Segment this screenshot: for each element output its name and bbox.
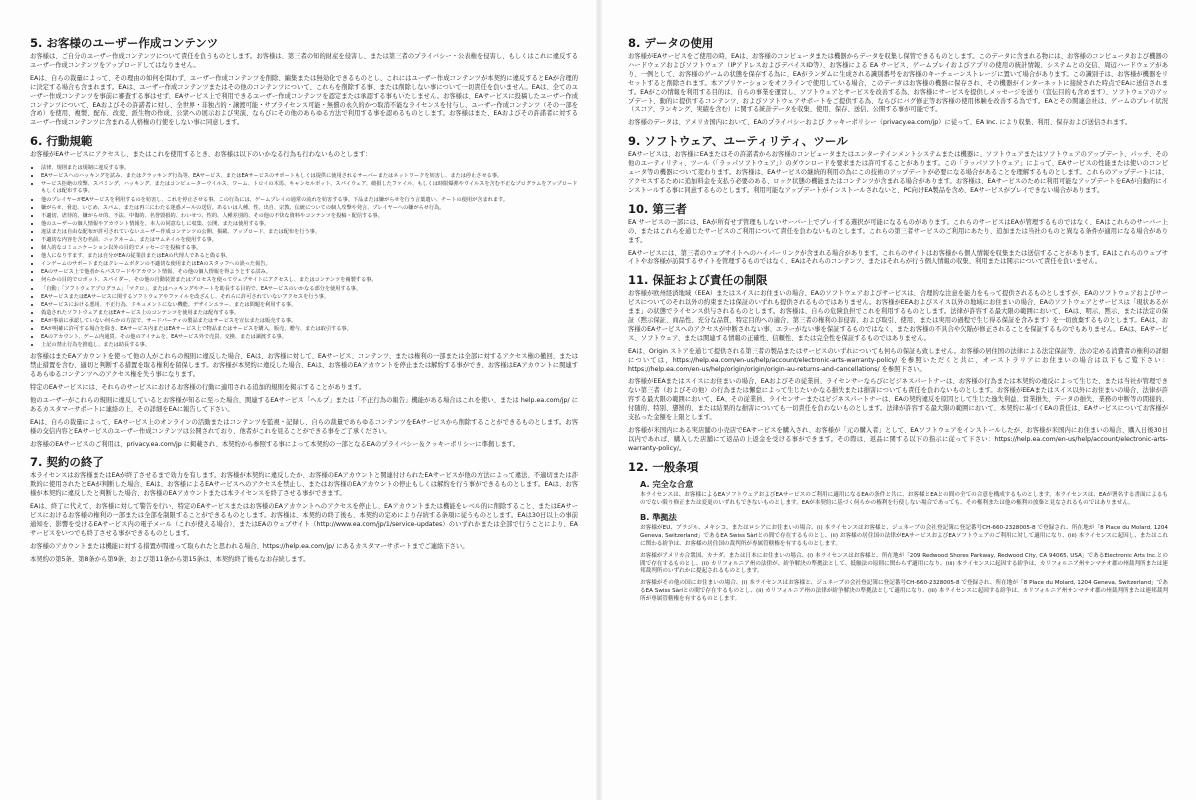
conduct-rules-list <box>30 164 578 349</box>
section-5-title: 5. お客様のユーザー作成コンテンツ <box>30 36 219 50</box>
section-10-paragraph: EAサービスには、第三者のウェブサイトへのハイパーリンクが含まれる場合があります。これらのサイトはお客様から個人情報を収集または送信することがあります。EAはこれらのウェブサイトやお客様が訪問するサイトを管理するものではなく、EAはそれらのコンテンツ、またはそれらが行う個人情報の収集、利用または開示について責任を負いません。 <box>628 249 1168 266</box>
conduct-rule-item: • EAのサービス上で他者からパスワードやアカウント情報、その他の個人情報を得ようとする試み。 <box>41 268 578 276</box>
section-6-paragraph: 他のユーザーがこれらの規則に違反しているとお客様が知るに至った場合、関連するEAサービス「ヘルプ」または「不正行為の報告」機能がある場合はこれを使い、または help.ea.com/jp/ にあるカスタマーサポートに連絡の上、その詳細をEAに報告して下さい。 <box>30 396 578 413</box>
page-gutter <box>596 0 602 800</box>
section-8-paragraph: お客様のデータは、アメリカ国内において、EAのプライバシーおよび クッキーポリシー（privacy.ea.com/jp）に従って、EA Inc. により収集、利用、保存および送信されます。 <box>628 119 1132 127</box>
section-6-intro: お客様がEAサービスにアクセスし、またはこれを使用するとき、お客様は以下のいかなる行為も行わないものとします： <box>30 151 372 159</box>
subsection-a-title: A. 完全な合意 <box>640 478 694 489</box>
subsection-b-paragraph: お客様がEU、ブラジル、メキシコ、またはロシアにお住まいの場合、(i) 本ライセンスはお客様と、ジュネーブの会社登記簿に登記番号CH-660-2328005-8 で登録され、所在地が「8 Place du Molard, 1204 Geneva, Switzerland」であるEA Swiss Sàrlとの間で存在するものとし、(ii) お客様の居住国の法律がEAサービスおよびEAソフトウェアのご利用に対して適用になり、(iii) 本ライセンスに起因し、またはこれに関わる紛争は、お客様の居住国の裁判所が専属管轄権を有するものとします。 <box>640 525 1168 547</box>
section-8-title: 8. データの使用 <box>628 36 714 50</box>
conduct-rule-item: • 違法または自由な配布が許可されていないユーザー作成コンテンツの公開、掲載、アップロード、または配布を行う事。 <box>41 228 578 236</box>
conduct-rule-item: • 不適切な内容を含む名前、ニックネーム、またはサムネイルを使用する事。 <box>41 236 578 244</box>
section-7-paragraph: EAは、終了に代えて、お客様に対して警告を行い、特定のEAサービスまたはお客様のEAアカウントへのアクセスを停止し、EAアカウントまたは機能をレベル的に削除すること、またはEAサービスにおけるお客様の権利の一部または全部を制限することができるものとします。お客様は、本契約の終了後も、本契約の定めにより存続する条項に従うものとします。EAは30日以上の事前通知を、影響を受けるEAサービス内の電子メール（これが使える場合）、またはEAのウェブサイト（http://www.ea.com/jp/1/service-updates）のいずれかまたは全部で行うことにより、EAサービスをいつでも終了させる事ができるものとします。 <box>30 503 578 537</box>
conduct-rule-item: • 上記の禁止行為を推進し、または助長する事。 <box>41 341 578 349</box>
section-11-paragraph: お客様がEEAまたはスイスにお住まいの場合、EAおよびその従業員、ライセンサーならびにビジネスパートナーは、お客様の行為または本契約の違反によって生じた、または当社が管理できない第三者（およびその他）の行為または懈怠によって生じたいかなる損失または損害についても責任を負わないものとします。お客様がEEAまたはスイス以外にお住まいの場合、法律が許容する最大限の範囲において、EA、その従業員、ライセンサーまたはビジネスパートナーは、EAの契約違反を原因として生じた逸失利益、営業損失、データの損失、業務の中断等の間接的、付随的、特別、懲罰的、または結果的な損害についても一切責任を負わないものとします。法律が許容する最大限の範囲において、本契約に基づくEAの責任は、EAサービスについてお客様が支払った金額を上限とします。 <box>628 378 1168 422</box>
section-11-title: 11. 保証および責任の制限 <box>628 273 768 288</box>
section-8-paragraph: お客様がEAサービスをご使用の時、EAは、お客様のコンピュータまたは機器からデータを収集し保管できるものとします。このデータに含まれる物には、お客様のコンピュータおよび機器のハードウェアおよびソフトウェア（IPアドレスおよびデバイスID等）、お客様による EA サービス、ゲームプレイおよびアプリの使用の統計情報、システムとの交信、周辺ハードウェアがあり、一例として、お客様のゲームの状態を保存する為に、EAがランダムに生成される識別番号をお客様のキーチェーンストレージに置いて場合があります。この識別子は、お客様が機器をリセットすると削除されます。本アプリケーションをオフラインで使用している場合、このデータはお客様の機器に保存され、その機器がインターネットに接続された時点でEAに送信されます。EAがこの情報を利用する目的は、自らの事業を運営し、ソフトウェアとサービスを改善する為、お客様にサービスを提供しメッセージを送り（宣伝目的も含めます）、ソフトウェアのアップデート、動的に提供するコンテンツ、およびソフトウェアサポートをご提供する為、ならびにバグ修正等お客様の使用体験を改善する為です。EAとその関連会社は、ゲームのプレイ状況（スコア、ランキング、実績を含む）に関する統計データを収集、使用、保存、送信、公開する事が可能です。 <box>628 53 1168 114</box>
section-11-paragraph: EAは、Origin ストアを通じて提供される第三者の製品またはサービスのいずれについても何らの保証も致しません。お客様の居住国の法律による法定保証等、法の定める消費者の権利の詳細については、https://help.ea.com/en-us/help/account/electronic-arts-warranty-policy/ を参照いただくと共に、オーストラリアにお住まいの場合は以下もご覧下さい：https://help.ea.com/en-us/help/origin/origin/origin-au-returns-and-cancellations/ を参照下さい。 <box>628 347 1168 373</box>
subsection-b-paragraph: お客様がその他の国にお住まいの場合、(i) 本ライセンスはお客様と、ジュネーブの会社登記簿に登記番号CH-660-2328005-8 で登録され、所在地が「8 Place du Molard, 1204 Geneva, Switzerland」であるEA Swiss Sàrlとの間で存在するものとし、(ii) カリフォルニア州の法律が紛争解決の準拠法として適用になり、(iii) 本ライセンスに起因する紛争は、カリフォルニア州サンマテオ郡の州裁判所または連邦裁判所が専属管轄権を有するものとします。 <box>640 580 1168 602</box>
section-6-paragraph: EAは、自らの裁量によって、EAサービス上のオンラインの活動またはコンテンツを監視・記録し、自らの裁量であらゆるコンテンツをEAサービスから削除することができるものとします。お客様の交信内容とEAサービスのユーザー作成コンテンツは公開されており、他者がこれを見ることができる事をご了承ください。 <box>30 418 578 435</box>
subsection-a-paragraph: 本ライセンスは、お客様によるEAソフトウェアおよびEAサービスのご利用に適用になるEAの条件と共に、お客様とEAとの間の全ての合意を構成するものとします。本ライセンスは、EAが署名する書面によるものでない限り修正または変更のいずれもできないものとします。EAが本契約に基づく何らかの権利を行使しない場合であっても、その権利または他の権利の放棄と見なされるものではありません。 <box>640 491 1168 506</box>
subsection-b-title: B. 準拠法 <box>640 512 677 523</box>
left-page <box>30 30 578 790</box>
conduct-rule-item: • 嫌がらせ、脅迫、いじめ、スパム、または再三にわたる迷惑メールの送信。あるいは人種、性、出自、宗教、伝統についての個人攻撃や発言、プレイヤーへの嫌がらせ行為。 <box>41 204 578 212</box>
section-5-paragraph: EAは、自らの裁量によって、その理由の如何を問わず、ユーザー作成コンテンツを削除、編集または無効化できるものとし、これにはユーザー作成コンテンツが本契約に違反するとEAが合理的に決定する場合も含まれます。EAは、ユーザー作成コンテンツまたはその他のコンテンツについて、これらを削除する事、または削除しない事について一切責任を負いません。EAは、全てのユーザー作成コンテンツを事前に審査する事はせず、EAサービス上で利用できるユーザー作成コンテンツを認定または承認する事もいたしません。お客様は、EAサービスに投稿したユーザー作成コンテンツについて、EAおよびその許諾者に対し、全世界・非独占的・譲渡可能・サブライセンス可能・無償の永久的かつ取消不能なライセンスを付与し、ユーザー作成コンテンツ（その一部を含め）を使用、複製、配布、改変、派生物の作成、公衆への展示および実演、ならびにその他のあらゆる方法で利用する事を認めるものとします。お客様はまた、EAおよびその許諾者に対するユーザー作成コンテンツに含まれる人格権の行使をしない事に同意します。 <box>30 74 578 127</box>
conduct-rule-item: • EAサービスまたはEAサービスに関するソフトウェアやファイルを改ざんし、それらに許可されていないアクセスを行う事。 <box>41 293 578 301</box>
conduct-rule-item: • 何らかの目的でロボット、スパイダー、その他の自動装置またはプロセスを使ってウェブサイトにアクセスし、またはコンテンツを複製する事。 <box>41 276 578 284</box>
conduct-rule-item: • インゲームのサポートまたはクレームボタンの不適切な使用またはEAのスタッフへの誤った報告。 <box>41 260 578 268</box>
section-6-paragraph: 特定のEAサービスには、それらのサービスにおけるお客様の行動に適用される追加的規則を掲示することがあります。 <box>30 384 366 392</box>
section-6-title: 6. 行動規範 <box>30 134 93 149</box>
conduct-rule-item: • 他のプレイヤーがEAサービスを利用するのを妨害し、これを停止させる事。この行為には、ゲームプレイの通常の流れを妨害する事、下品または嫌がらせを行う言葉遣い、チートの使用が含まれます。 <box>41 196 578 204</box>
section-11-paragraph: お客様が米国内にある実店舗の小売店でEAサービスを購入され、お客様が「元の購入者」として、EAソフトウェアをインストールしたが、お客様が米国内にお住まいの場合、購入日後30日以内であれば、購入した店舗にて返品の上返金を受ける事ができます。その際は、返品に関する以下の指示に従って下さい：https://help.ea.com/en-us/help/account/electronic-arts-warranty-policy/。 <box>628 427 1168 452</box>
conduct-rule-item: • 「自動」「ソフトウェアプログラム」「マクロ」、またはハッキングやチートを助長する目的で、EAサービスのいかなる部分を使用する事。 <box>41 285 578 293</box>
conduct-rule-item: • 不適切、虐待的、嫌がらせ的、不法、中傷的、名誉毀損的、わいせつ、性的、人種差別的、その他の不快な資料やコンテンツを投稿・配信する事。 <box>41 212 578 220</box>
section-6-paragraph: お客様のEAサービスのご利用は、privacy.ea.com/jp に掲載され、本契約から参照する事によって本契約の一部となるEAのプライバシー＆クッキーポリシーに準拠します。 <box>30 440 519 448</box>
conduct-rule-item: • 他のユーザーの個人情報やアカウント情報を、本人の同意なしに収集、公開、または使用する事。 <box>41 220 578 228</box>
section-6-paragraph: お客様はまたEAアカウントを使って他の人がこれらの規則に違反した場合、EAは、お客様に対して、EAサービス、コンテンツ、または権利の一部または全部に対するアクセス権の撤回、または禁止措置を含む、適切と判断する措置を取る権利を留保します。お客様が本契約に違反した場合、EAは、お客様のEAアカウントを停止または解約する事ができ、お客様はEAアカウントに関連するあらゆるコンテンツへのアクセス権を失う事になります。 <box>30 353 578 379</box>
section-9-title: 9. ソフトウェア、ユーティリティ、ツール <box>628 134 848 149</box>
conduct-rule-item: • EAサービスへのハッキングを試み、またはクラッキング行為等、EAサービス、またはEAサービスのサポートもしくは提供に使用されるサーバーまたはネットワークを妨害し、または停止させる事。 <box>41 172 578 180</box>
section-7-paragraph: 本ライセンスはお客様またはEAが終了させるまで効力を有します。お客様が本契約に違反したか、お客様のEAアカウントと関連付けられたEAサービスが他の方法によって違法、不適切または詐欺的に使用されたとEAが判断した場合、EAは、お客様によるEAサービスへのアクセスを禁止し、またはお客様のEAアカウントの停止もしくは解約を行う事ができるものとします。EAは、お客様が本契約に違反したと判断した場合、お客様のEAアカウントまたは本ライセンスを終了させる事ができます。 <box>30 472 578 498</box>
conduct-rule-item: • 個人的なコミュニケーション以外の目的でメッセージを投稿する事。 <box>41 244 578 252</box>
subsection-b-paragraph: お客様がアメリカ合衆国、カナダ、または日本にお住まいの場合、(i) 本ライセンスはお客様と、所在地が「209 Redwood Shores Parkway, Redwood City, CA 94065, USA」であるElectronic Arts Inc.との間で存在するものとし、(ii) カリフォルニア州の法律が、紛争解決の準拠法として、抵触法の原則に関わらず適用になり、(iii) 本ライセンスに起因する紛争は、カリフォルニア州サンマテオ郡の州裁判所または連邦裁判所のいずれかに提起されるものとします。 <box>640 552 1168 575</box>
right-page <box>628 30 1168 790</box>
section-10-paragraph: EA サービスの一部には、EAが所有せず管理もしないサーバー上でプレイする選択が可能になるものがあります。これらのサービスはEAが管理するものではなく、EAはこれらのサーバー上の、またはこれらを通じたサービスのご利用について責任を負わないものとします。これらの第三者サービスのご利用にあたり、追加または当社のものと異なる条件が適用になる場合があります。 <box>628 218 1168 244</box>
section-12-title: 12. 一般条項 <box>628 459 699 474</box>
conduct-rule-item: • EAが明確に許可する場合を除き、EAサービス内またはEAサービス上で物品またはサービスを購入、販売、贈与、または取引する事。 <box>41 325 578 333</box>
section-5-paragraph: お客様は、ご自分のユーザー作成コンテンツについて責任を負うものとします。お客様は、第三者の知的財産を侵害し、または第三者のプライバシー・公表権を侵害し、もしくはこれに違反するユーザー作成コンテンツをアップロードしてはなりません。 <box>30 53 578 69</box>
section-10-title: 10. 第三者 <box>628 201 687 216</box>
conduct-rule-item: • 法律、規則または規制に違反する事。 <box>41 164 578 172</box>
section-11-paragraph: お客様が欧州経済地域（EEA）またはスイスにお住まいの場合、EAのソフトウェアおよびサービスは、合理的な注意を能力をもって提供されるものとしますが、EAのソフトウェアおよびサービスについてのそれ以外の約束または保証のいずれも提供されるものではありません。お客様がEEAおよびスイス以外の地域にお住まいの場合、EAのソフトウェアとサービスは「現状あるがまま」の状態でライセンス供与されるものとします。お客様は、自らの危険負担でこれを利用するものとします。法律が許容する最大限の範囲において、EAは、明示、黙示、または法定の保証（黙示保証、商品性、充分な品質、特定目的への適合、第三者の権利の非侵害、および取引、使用、または実用の過程で生じ得る保証を含みます）を一切放棄するものとします。EAは、お客様のEAサービスへのアクセスが中断されない事、エラーがない事を保証するものではなく、またお客様の不具合や欠陥が修正されることを保証するものでもありません。EAは、EAサービス、ソフトウェア、または関連する情報の正確性、信頼性、または完全性を保証するものではありません。 <box>628 290 1168 342</box>
conduct-rule-item: • サービス拒絶の攻撃、スパミング、ハッキング、またはコンピューターウイルス、ワーム、トロイの木馬、キャンセルボット、スパイウェア、破損したファイル、もしくは時限爆弾やウイルスを含む不正なプログラムをアップロードもしくは配布する事。 <box>41 180 578 195</box>
conduct-rule-item: • 他人になりすます、または自分がEAの従業員またはEAの代理人であると偽る事。 <box>41 252 578 260</box>
conduct-rule-item: • EAのアカウント、ゲーム内通貨、その他のアイテムを、EAサービス外で売買、交換、または譲渡する事。 <box>41 333 578 341</box>
conduct-rule-item: • EAが事前に承認していない何らかの方法で、サードパーティの製品またはサービスを宣伝または販売する事。 <box>41 317 578 325</box>
conduct-rule-item: • 偽造されたソフトウェアまたはEAサービス上のコンテンツを使用または配布する事。 <box>41 309 578 317</box>
section-7-title: 7. 契約の終了 <box>30 455 104 470</box>
conduct-rule-item: • EAサービスにおける悪用、不正行為、ドキュメントにない機能、デザインエラー、または問題を利用する事。 <box>41 301 578 309</box>
section-9-paragraph: EAサービスは、お客様にEAまたはその許諾者からお客様のコンピュータまたはエンターテインメントシステムまたは機器に、ソフトウェアまたはソフトウェアのアップデート、パッチ、その他のユーティリティ、ツール（「ラッパソフトウェア」）のダウンロードを要求または許可することがあります。この「ラッパソフトウェア」によって、EAサービスの性能または使いのコンピュータ等の機器について変わります。お客様は、EAサービスの継続的利用の為にこの技術のアップデートが必要になる場合があることを理解するものとします。これらのアップデートには、アクセスするために追加料金を支払う必要のある、ロック状態の機能またはコンテンツが含まれる場合があります。お客様は、EAサービスのために利用可能なアップデートをEAが自動的にインストールする事に同意するものとします。利用可能なアップデートがインストールされないと、PC向けEA製品を含め、EAサービスがプレイできない場合があります。 <box>628 151 1168 194</box>
section-7-paragraph: お客様のアカウントまたは機能に対する措置が間違って取られたと思われる場合、https://help.ea.com/jp/ にあるカスタマーサポートまでご連絡下さい。 <box>30 542 469 550</box>
section-7-paragraph: 本契約の第5条、第8条から第9条、および第11条から第15条は、本契約終了後もなお存続します。 <box>30 555 310 563</box>
